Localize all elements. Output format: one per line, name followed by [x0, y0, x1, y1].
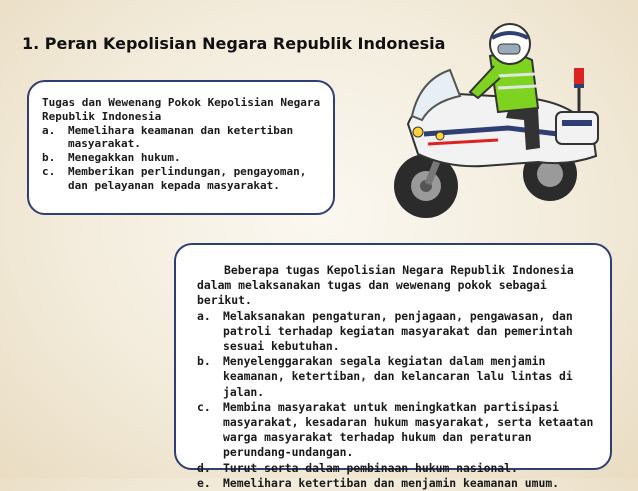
police-motorcycle-icon	[388, 16, 612, 228]
list-marker: c.	[197, 399, 211, 414]
list-marker: d.	[197, 460, 211, 475]
list-item	[197, 354, 600, 400]
tasks-box	[27, 80, 335, 215]
list-item-text: Menyelenggarakan segala kegiatan dalam menjamin keamanan, ketertiban, dan kelancaran lalu lintas di jalan.	[223, 354, 573, 399]
list-item	[197, 400, 600, 461]
list-marker: a.	[197, 308, 211, 323]
list-marker: e.	[197, 475, 211, 490]
list-item	[42, 151, 323, 165]
list-item	[197, 309, 600, 355]
list-item-text: Turut serta dalam pembinaan hukum nasional.	[223, 460, 518, 475]
tasks-heading: Tugas dan Wewenang Pokok Kepolisian Negara Republik Indonesia	[42, 96, 321, 123]
tasks-list	[42, 124, 323, 193]
list-item	[197, 476, 600, 491]
list-marker: a.	[42, 123, 56, 137]
list-item-text: Memberikan perlindungan, pengayoman, dan pelayanan kepada masyarakat.	[68, 164, 307, 192]
list-item-text: Memelihara ketertiban dan menjamin keamanan umum.	[223, 475, 560, 490]
list-marker: b.	[197, 354, 211, 369]
list-item-text: Membina masyarakat untuk meningkatkan partisipasi masyarakat, kesadaran hukum masyarakat, serta ketaatan warga masyarakat terhadap hukum dan peraturan perundang-undangan.	[223, 399, 594, 460]
list-item	[42, 165, 323, 193]
list-item-text: Memelihara keamanan dan ketertiban masyarakat.	[68, 123, 294, 151]
list-item	[42, 124, 323, 152]
duties-intro: Beberapa tugas Kepolisian Negara Republik Indonesia dalam melaksanakan tugas dan wewenang pokok sebagai berikut.	[197, 263, 574, 308]
slide-title: 1. Peran Kepolisian Negara Republik Indonesia	[22, 34, 446, 53]
list-item-text: Melaksanakan pengaturan, penjagaan, pengawasan, dan patroli terhadap kegiatan masyarakat dan pemerintah sesuai kebutuhan.	[223, 308, 573, 354]
duties-box	[174, 243, 612, 490]
duties-list	[197, 309, 600, 491]
list-item	[197, 461, 600, 476]
list-marker: c.	[42, 164, 56, 178]
list-marker: b.	[42, 151, 56, 165]
list-item-text: Menegakkan hukum.	[68, 151, 181, 165]
